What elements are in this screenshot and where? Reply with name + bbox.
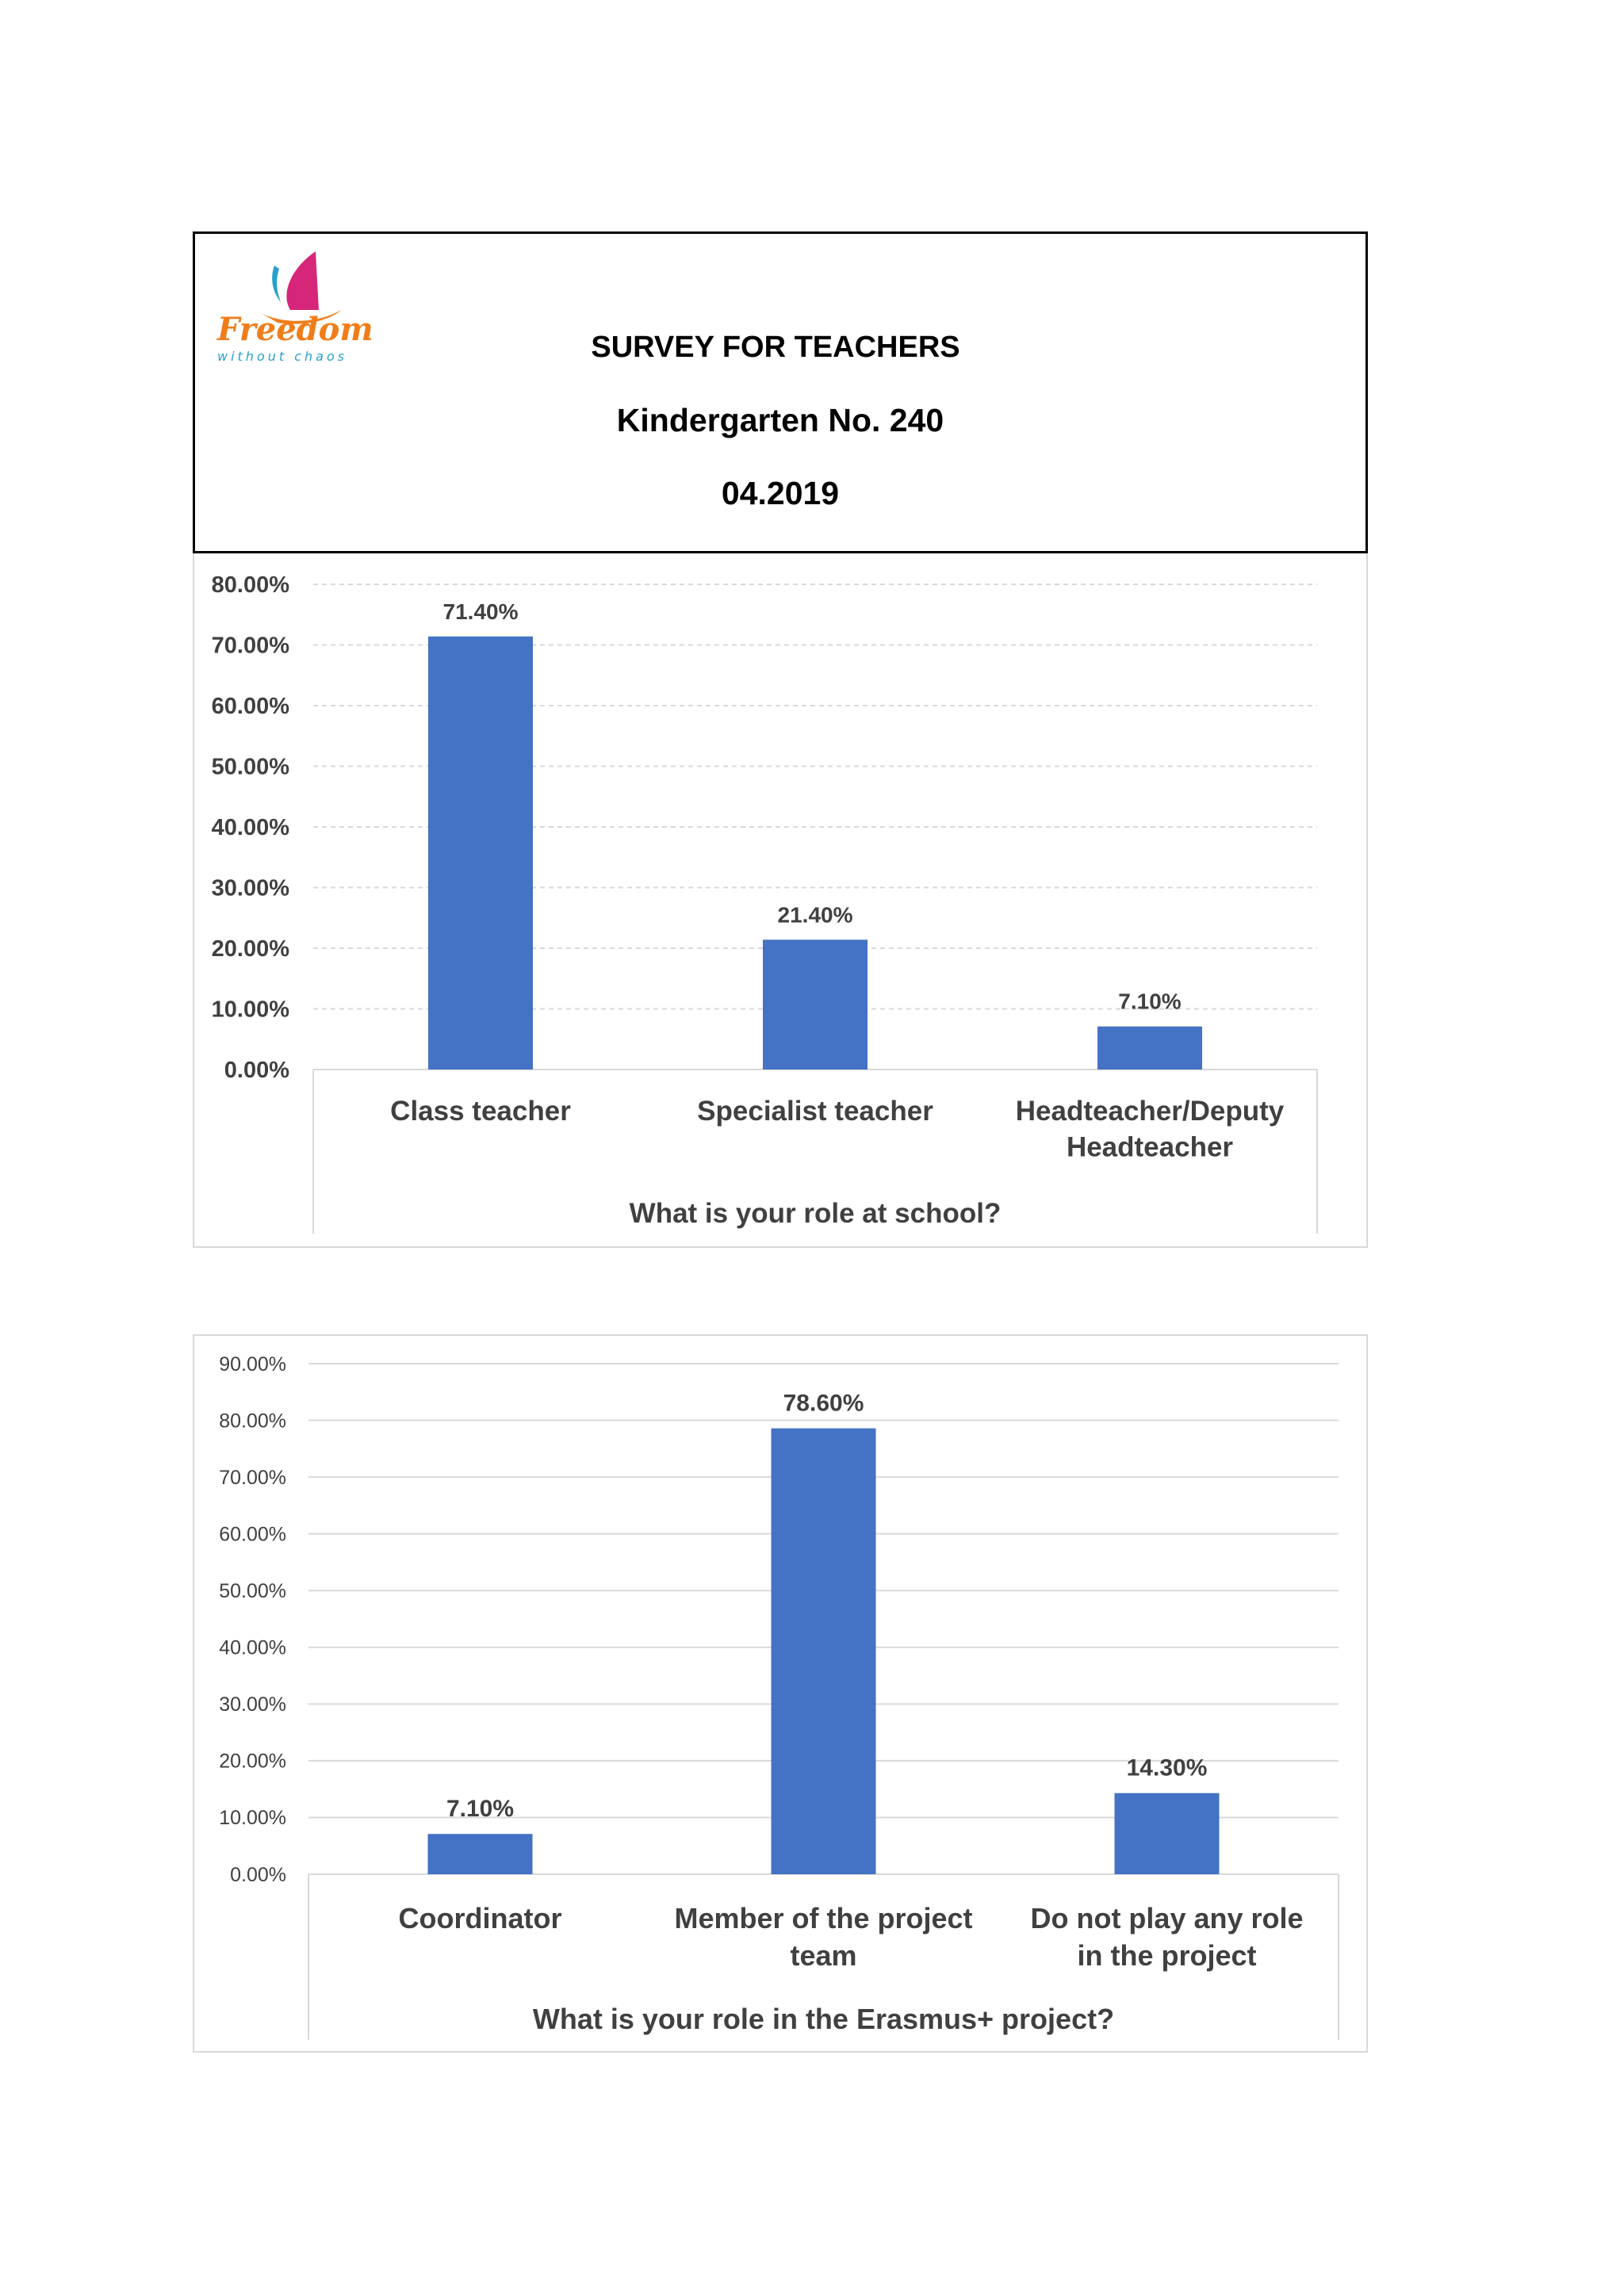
role-in-erasmus-chart-svg [194, 1336, 1366, 2051]
category-label: Coordinator [398, 1902, 562, 1934]
survey-date: 04.2019 [721, 475, 840, 511]
role-at-school-chart [193, 553, 1368, 1248]
bar [1097, 1027, 1202, 1070]
x-axis-title: What is your role in the Erasmus+ project? [532, 2003, 1115, 2035]
logo-sail [286, 251, 319, 310]
data-label: 78.60% [783, 1390, 864, 1417]
y-tick-label: 20.00% [219, 1750, 286, 1773]
page-title: SURVEY FOR TEACHERS [591, 331, 960, 364]
bar [428, 1834, 533, 1874]
data-label: 7.10% [1118, 989, 1182, 1014]
y-tick-label: 50.00% [219, 1579, 286, 1602]
y-tick-label: 70.00% [211, 633, 289, 659]
logo-text: Freedom [217, 311, 373, 348]
category-label: Headteacher/Deputy Headteacher [1015, 1096, 1285, 1163]
x-axis-title: What is your role at school? [629, 1198, 1002, 1229]
bar [763, 939, 868, 1070]
y-tick-label: 80.00% [219, 1410, 286, 1433]
survey-header [193, 232, 1368, 553]
y-tick-label: 30.00% [211, 875, 289, 901]
bar [428, 637, 533, 1070]
category-label: Specialist teacher [697, 1096, 933, 1127]
y-tick-label: 60.00% [219, 1523, 286, 1546]
bar [1115, 1793, 1220, 1874]
role-at-school-chart-svg [194, 553, 1366, 1246]
data-label: 7.10% [446, 1796, 515, 1823]
role-in-erasmus-chart [193, 1334, 1368, 2053]
y-tick-label: 90.00% [219, 1353, 286, 1376]
logo-sail-small [272, 266, 281, 302]
y-tick-label: 40.00% [211, 815, 289, 841]
y-tick-label: 80.00% [211, 572, 289, 599]
y-tick-label: 50.00% [211, 754, 289, 780]
y-tick-label: 10.00% [219, 1807, 286, 1830]
y-tick-label: 60.00% [211, 694, 289, 720]
data-label: 21.40% [777, 902, 853, 928]
page-subtitle: Kindergarten No. 240 [616, 402, 944, 438]
data-label: 71.40% [442, 599, 519, 624]
y-tick-label: 40.00% [219, 1636, 286, 1659]
y-tick-label: 0.00% [230, 1863, 286, 1886]
category-label: Member of the project team [674, 1902, 973, 1972]
y-tick-label: 20.00% [211, 936, 289, 962]
y-tick-label: 30.00% [219, 1693, 286, 1716]
logo-tagline: without chaos [217, 349, 348, 364]
data-label: 14.30% [1126, 1755, 1208, 1781]
y-tick-label: 10.00% [211, 997, 289, 1023]
category-label: Do not play any role in the project [1030, 1902, 1304, 1972]
y-tick-label: 0.00% [224, 1058, 289, 1084]
bar [772, 1429, 876, 1874]
category-label: Class teacher [390, 1096, 571, 1127]
y-tick-label: 70.00% [219, 1466, 286, 1489]
